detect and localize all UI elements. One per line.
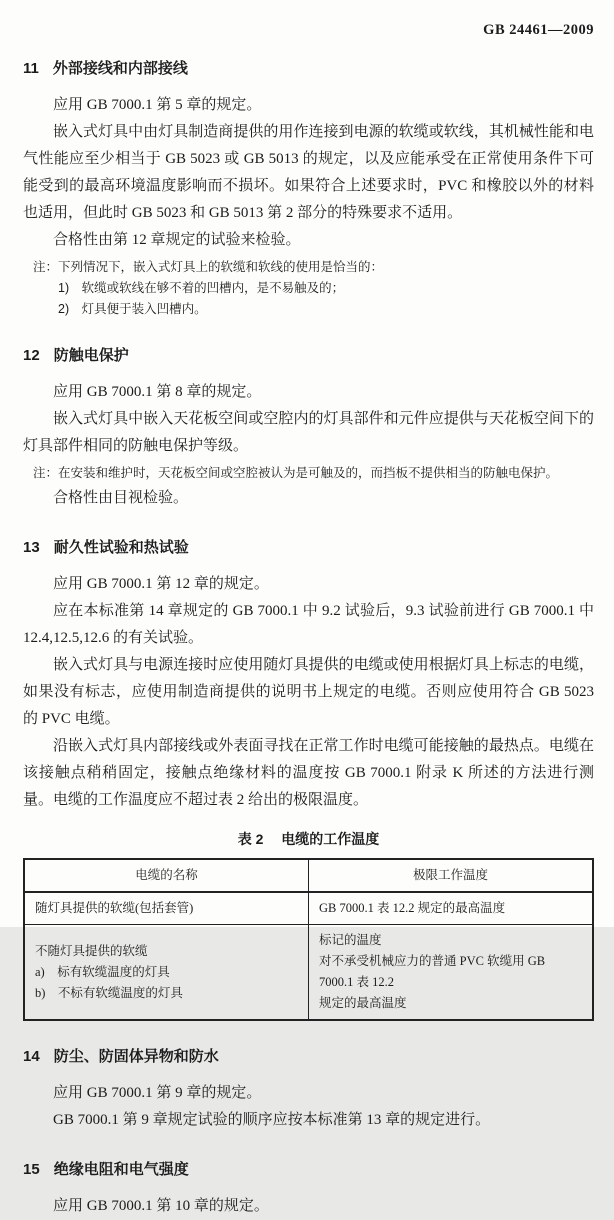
- cell-limit-temp: GB 7000.1 表 12.2 规定的最高温度: [309, 892, 594, 925]
- section-number: 15: [23, 1161, 40, 1178]
- paragraph: 嵌入式灯具中嵌入天花板空间或空腔内的灯具部件和元件应提供与天花板空间下的灯具部件相同的防触电保护等级。: [23, 411, 594, 454]
- section-number: 14: [23, 1048, 40, 1065]
- section-11: [23, 57, 594, 320]
- cell-line: 标记的温度: [319, 933, 382, 947]
- section-title: 防尘、防固体异物和防水: [53, 1048, 219, 1065]
- cell-line: b) 不标有软缆温度的灯具: [35, 985, 183, 1000]
- paragraph: 应用 GB 7000.1 第 5 章的规定。: [53, 97, 262, 113]
- table-caption-label: 表 2: [237, 831, 264, 847]
- table-header-row: [24, 859, 593, 892]
- paragraph: 合格性由第 12 章规定的试验来检验。: [53, 232, 301, 248]
- table-row: [24, 892, 593, 925]
- note-item: 1) 软缆或软线在够不着的凹槽内，是不易触及的；: [58, 281, 345, 295]
- paragraph: 沿嵌入式灯具内部接线或外表面寻找在正常工作时电缆可能接触的最热点。电缆在该接触点稍稍固定，接触点绝缘材料的温度按 GB 7000.1 附录 K 所述的方法进行测量。电缆的工作温度应不超过表 2 给出的极限温度。: [23, 738, 594, 808]
- cell-cable-name: [24, 925, 309, 1021]
- section-13-heading: [23, 536, 594, 557]
- paragraph: 合格性由目视检验。: [53, 490, 189, 506]
- cell-line: 规定的最高温度: [319, 996, 407, 1010]
- column-header-cable-name: 电缆的名称: [24, 859, 309, 892]
- cell-cable-name: 随灯具提供的软缆(包括套管): [24, 892, 309, 925]
- section-14-heading: [23, 1045, 594, 1066]
- table-caption: [23, 829, 594, 849]
- cable-temperature-table: [23, 858, 594, 1021]
- paragraph: 应用 GB 7000.1 第 9 章的规定。: [53, 1085, 262, 1101]
- cell-limit-temp: [309, 925, 594, 1021]
- note-intro: 注：下列情况下，嵌入式灯具上的软缆和软线的使用是恰当的：: [33, 260, 384, 274]
- note-intro: 注：在安装和维护时，天花板空间或空腔被认为是可触及的，而挡板不提供相当的防触电保护。: [33, 466, 559, 480]
- table-row: [24, 925, 593, 1021]
- table-caption-title: 电缆的工作温度: [281, 831, 380, 847]
- column-header-limit-temp: 极限工作温度: [309, 859, 594, 892]
- page-header: [23, 22, 594, 39]
- section-title: 外部接线和内部接线: [52, 60, 188, 77]
- paragraph: 应在本标准第 14 章规定的 GB 7000.1 中 9.2 试验后，9.3 试验前进行 GB 7000.1 中 12.4,12.5,12.6 的有关试验。: [23, 603, 594, 646]
- section-number: 11: [23, 60, 39, 77]
- section-title: 防触电保护: [53, 347, 129, 364]
- paragraph: 嵌入式灯具与电源连接时应使用随灯具提供的电缆或使用根据灯具上标志的电缆，如果没有标志，应使用制造商提供的说明书上规定的电缆。否则应使用符合 GB 5023 的 PVC 电缆。: [23, 657, 594, 727]
- section-14: [23, 1045, 594, 1134]
- section-15-heading: [23, 1158, 594, 1179]
- section-12: [23, 344, 594, 512]
- note-block: [23, 463, 594, 484]
- standard-code: GB 24461—2009: [483, 22, 594, 38]
- section-12-heading: [23, 344, 594, 365]
- cell-line: 对不承受机械应力的普通 PVC 软缆用 GB 7000.1 表 12.2: [319, 954, 546, 989]
- section-13: [23, 536, 594, 1021]
- section-11-heading: [23, 57, 594, 78]
- cell-line: a) 标有软缆温度的灯具: [35, 964, 170, 979]
- note-block: [23, 257, 594, 320]
- paragraph: 应用 GB 7000.1 第 10 章的规定。: [53, 1198, 269, 1214]
- section-15: [23, 1158, 594, 1220]
- section-number: 12: [23, 347, 40, 364]
- paragraph: 嵌入式灯具中由灯具制造商提供的用作连接到电源的软缆或软线，其机械性能和电气性能应至少相当于 GB 5023 或 GB 5013 的规定，以及应能承受在正常使用条件下可能受到的最高环境温度影响而不损坏。如果符合上述要求时，PVC 和橡胶以外的材料也适用，但此时 GB 5023 和 GB 5013 第 2 部分的特殊要求不适用。: [23, 124, 594, 221]
- section-title: 绝缘电阻和电气强度: [53, 1161, 189, 1178]
- paragraph: 应用 GB 7000.1 第 8 章的规定。: [53, 384, 262, 400]
- section-number: 13: [23, 539, 40, 556]
- paragraph: 应用 GB 7000.1 第 12 章的规定。: [53, 576, 269, 592]
- cell-line: 不随灯具提供的软缆: [35, 943, 148, 958]
- note-item: 2) 灯具便于装入凹槽内。: [58, 302, 207, 316]
- section-title: 耐久性试验和热试验: [53, 539, 189, 556]
- paragraph: GB 7000.1 第 9 章规定试验的顺序应按本标准第 13 章的规定进行。: [53, 1112, 491, 1128]
